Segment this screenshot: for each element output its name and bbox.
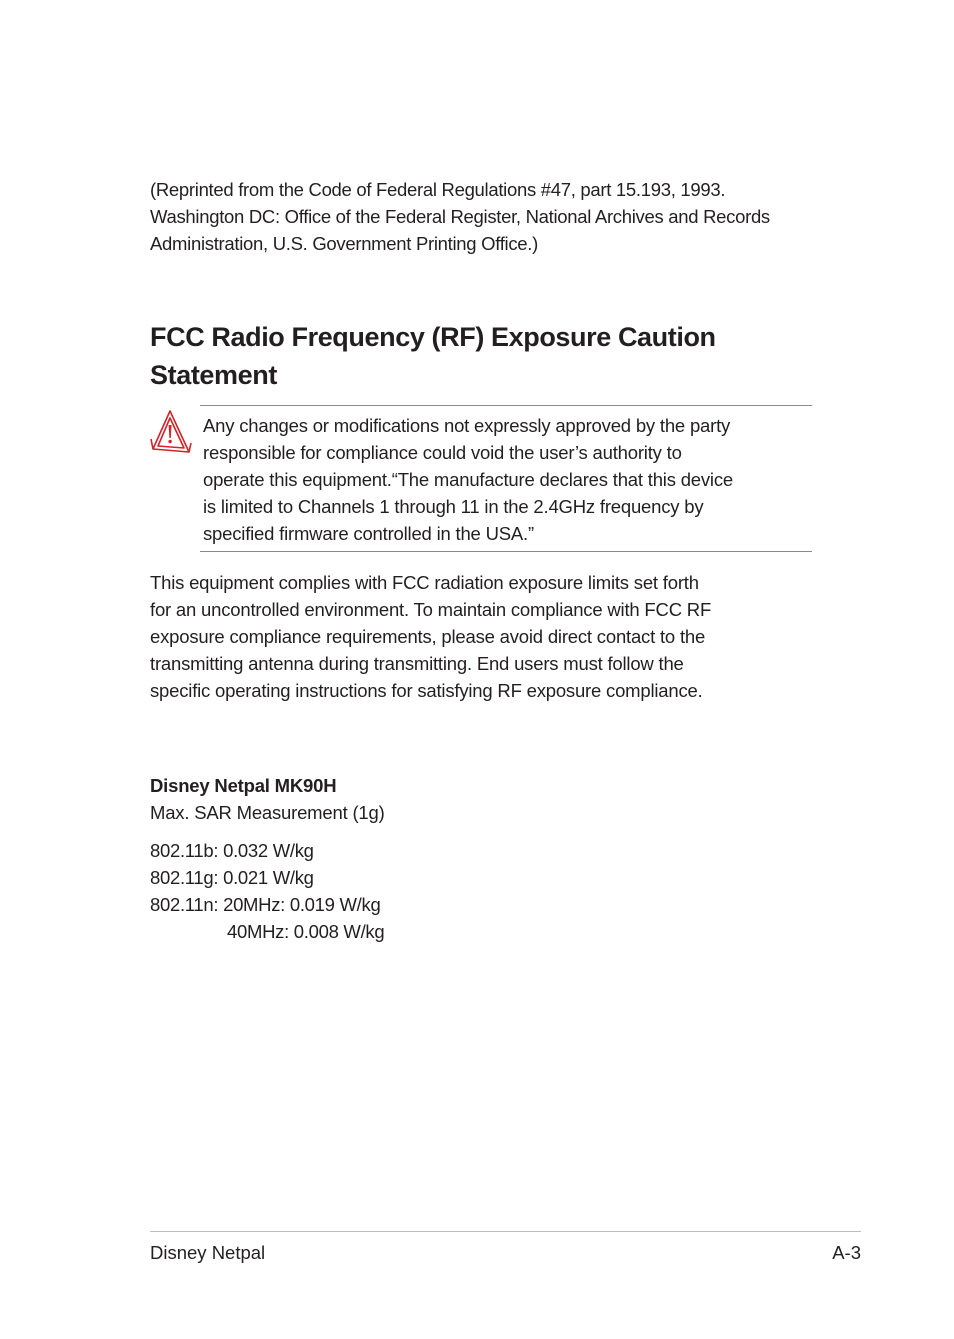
sar-row-80211g: 802.11g: 0.021 W/kg [150, 867, 314, 888]
sar-values-list [150, 837, 384, 945]
exposure-line: for an uncontrolled environment. To maintain compliance with FCC RF [150, 599, 712, 620]
footer-product-name: Disney Netpal [150, 1242, 266, 1263]
caution-line: responsible for compliance could void the user’s authority to [203, 442, 682, 463]
sar-measurement-label: Max. SAR Measurement (1g) [150, 802, 385, 823]
exposure-line: specific operating instructions for satisfying RF exposure compliance. [150, 680, 703, 701]
caution-line: operate this equipment.“The manufacture declares that this device [203, 469, 733, 490]
reprint-note-line: Administration, U.S. Government Printing Office.) [150, 233, 539, 254]
section-heading [150, 318, 830, 394]
exposure-line: This equipment complies with FCC radiation exposure limits set forth [150, 572, 699, 593]
caution-line: Any changes or modifications not expressly approved by the party [203, 415, 731, 436]
sar-row-80211n-20mhz: 802.11n: 20MHz: 0.019 W/kg [150, 894, 381, 915]
section-heading-line: Statement [150, 360, 277, 390]
warning-triangle-icon [149, 408, 193, 456]
caution-line: is limited to Channels 1 through 11 in the 2.4GHz frequency by [203, 496, 704, 517]
sar-row-80211n-40mhz: 40MHz: 0.008 W/kg [227, 921, 385, 942]
caution-text [203, 412, 813, 547]
exposure-paragraph [150, 569, 830, 704]
footer-rule [150, 1231, 861, 1232]
exposure-line: exposure compliance requirements, please avoid direct contact to the [150, 626, 706, 647]
section-heading-line: FCC Radio Frequency (RF) Exposure Caution [150, 322, 716, 352]
reprint-note-line: Washington DC: Office of the Federal Register, National Archives and Records [150, 206, 770, 227]
caution-line: specified firmware controlled in the USA.” [203, 523, 534, 544]
sar-row-80211b: 802.11b: 0.032 W/kg [150, 840, 314, 861]
reprint-note-line: (Reprinted from the Code of Federal Regulations #47, part 15.193, 1993. [150, 179, 726, 200]
exposure-line: transmitting antenna during transmitting. End users must follow the [150, 653, 684, 674]
page-number: A-3 [832, 1242, 861, 1263]
caution-top-rule [200, 405, 812, 406]
reprint-note [150, 176, 830, 257]
caution-bottom-rule [200, 551, 812, 552]
model-title: Disney Netpal MK90H [150, 775, 337, 796]
